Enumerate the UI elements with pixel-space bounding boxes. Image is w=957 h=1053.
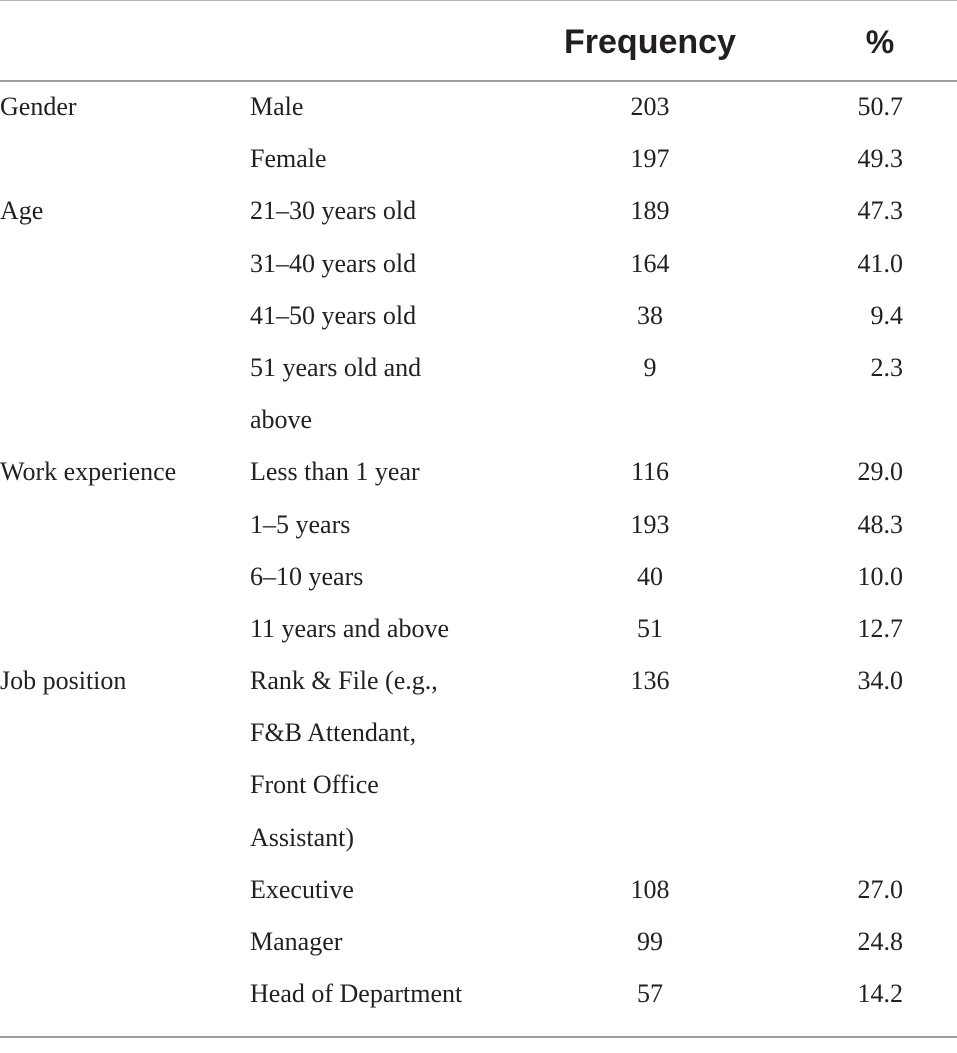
subcategory-cell <box>250 551 540 603</box>
subcategory-line: Assistant) <box>250 822 354 852</box>
subcategory-line: 21–30 years old <box>250 196 417 226</box>
percent-cell: 27.0 <box>857 874 903 904</box>
table-body <box>0 81 957 1020</box>
table-row <box>0 916 957 968</box>
subcategory-line: 11 years and above <box>250 613 450 643</box>
frequency-cell: 40 <box>637 561 663 591</box>
table-header <box>0 0 957 82</box>
frequency-cell: 164 <box>630 248 670 278</box>
percent-column-header: % <box>865 24 895 60</box>
table-bottom-rule <box>0 1036 957 1038</box>
subcategory-line: Manager <box>250 927 343 957</box>
table-row <box>0 290 957 342</box>
subcategory-cell <box>250 238 540 290</box>
frequency-column-header: Frequency <box>564 23 736 61</box>
subcategory-cell <box>250 133 540 185</box>
category-cell: Job position <box>0 666 127 696</box>
percent-cell: 24.8 <box>857 927 903 957</box>
subcategory-line: 41–50 years old <box>250 300 417 330</box>
subcategory-cell <box>250 290 540 342</box>
frequency-cell: 193 <box>630 509 670 539</box>
subcategory-line: Rank & File (e.g., <box>250 666 438 696</box>
percent-cell: 49.3 <box>857 144 903 174</box>
subcategory-cell <box>250 499 540 551</box>
frequency-cell: 99 <box>637 927 663 957</box>
subcategory-line: Male <box>250 92 304 121</box>
subcategory-cell <box>250 446 540 498</box>
subcategory-line: 6–10 years <box>250 561 364 591</box>
subcategory-line: 31–40 years old <box>250 248 417 278</box>
percent-cell: 14.2 <box>857 979 903 1009</box>
table-row <box>0 81 957 133</box>
percent-cell: 10.0 <box>857 561 903 591</box>
subcategory-line: Female <box>250 144 327 174</box>
subcategory-line: 51 years old and <box>250 352 422 382</box>
category-cell: Work experience <box>0 457 177 487</box>
subcategory-cell <box>250 864 540 916</box>
subcategory-cell <box>250 81 540 133</box>
table-row <box>0 133 957 185</box>
table-row <box>0 238 957 290</box>
percent-cell: 34.0 <box>857 666 903 696</box>
subcategory-cell <box>250 655 540 864</box>
subcategory-cell <box>250 185 540 237</box>
frequency-cell: 9 <box>643 352 657 382</box>
frequency-cell: 57 <box>637 979 663 1009</box>
frequency-cell: 51 <box>637 613 663 643</box>
table-row <box>0 499 957 551</box>
frequency-cell: 38 <box>637 300 663 330</box>
category-cell: Age <box>0 196 44 226</box>
subcategory-line: Less than 1 year <box>250 457 420 487</box>
table-row <box>0 446 957 498</box>
table-row <box>0 968 957 1020</box>
subcategory-line: Executive <box>250 874 354 904</box>
subcategory-cell <box>250 603 540 655</box>
subcategory-line: F&B Attendant, <box>250 718 417 748</box>
percent-cell: 50.7 <box>857 92 903 121</box>
subcategory-cell <box>250 342 540 446</box>
table-row <box>0 603 957 655</box>
table-row <box>0 185 957 237</box>
subcategory-line: above <box>250 405 313 435</box>
table-row <box>0 342 957 446</box>
percent-cell: 2.3 <box>870 352 903 382</box>
frequency-cell: 189 <box>630 196 670 226</box>
subcategory-line: Head of Department <box>250 979 463 1009</box>
table-row <box>0 864 957 916</box>
subcategory-cell <box>250 916 540 968</box>
percent-cell: 48.3 <box>857 509 903 539</box>
frequency-cell: 203 <box>630 92 670 121</box>
subcategory-cell <box>250 968 540 1020</box>
percent-cell: 41.0 <box>857 248 903 278</box>
table-row <box>0 655 957 864</box>
subcategory-line: 1–5 years <box>250 509 351 539</box>
frequency-cell: 136 <box>630 666 670 696</box>
frequency-cell: 116 <box>630 457 670 487</box>
category-cell: Gender <box>0 92 77 121</box>
percent-cell: 47.3 <box>857 196 903 226</box>
percent-cell: 12.7 <box>857 613 903 643</box>
subcategory-line: Front Office <box>250 770 379 800</box>
percent-cell: 9.4 <box>870 300 903 330</box>
frequency-cell: 108 <box>630 874 670 904</box>
percent-cell: 29.0 <box>857 457 903 487</box>
table-row <box>0 551 957 603</box>
frequency-cell: 197 <box>630 144 670 174</box>
